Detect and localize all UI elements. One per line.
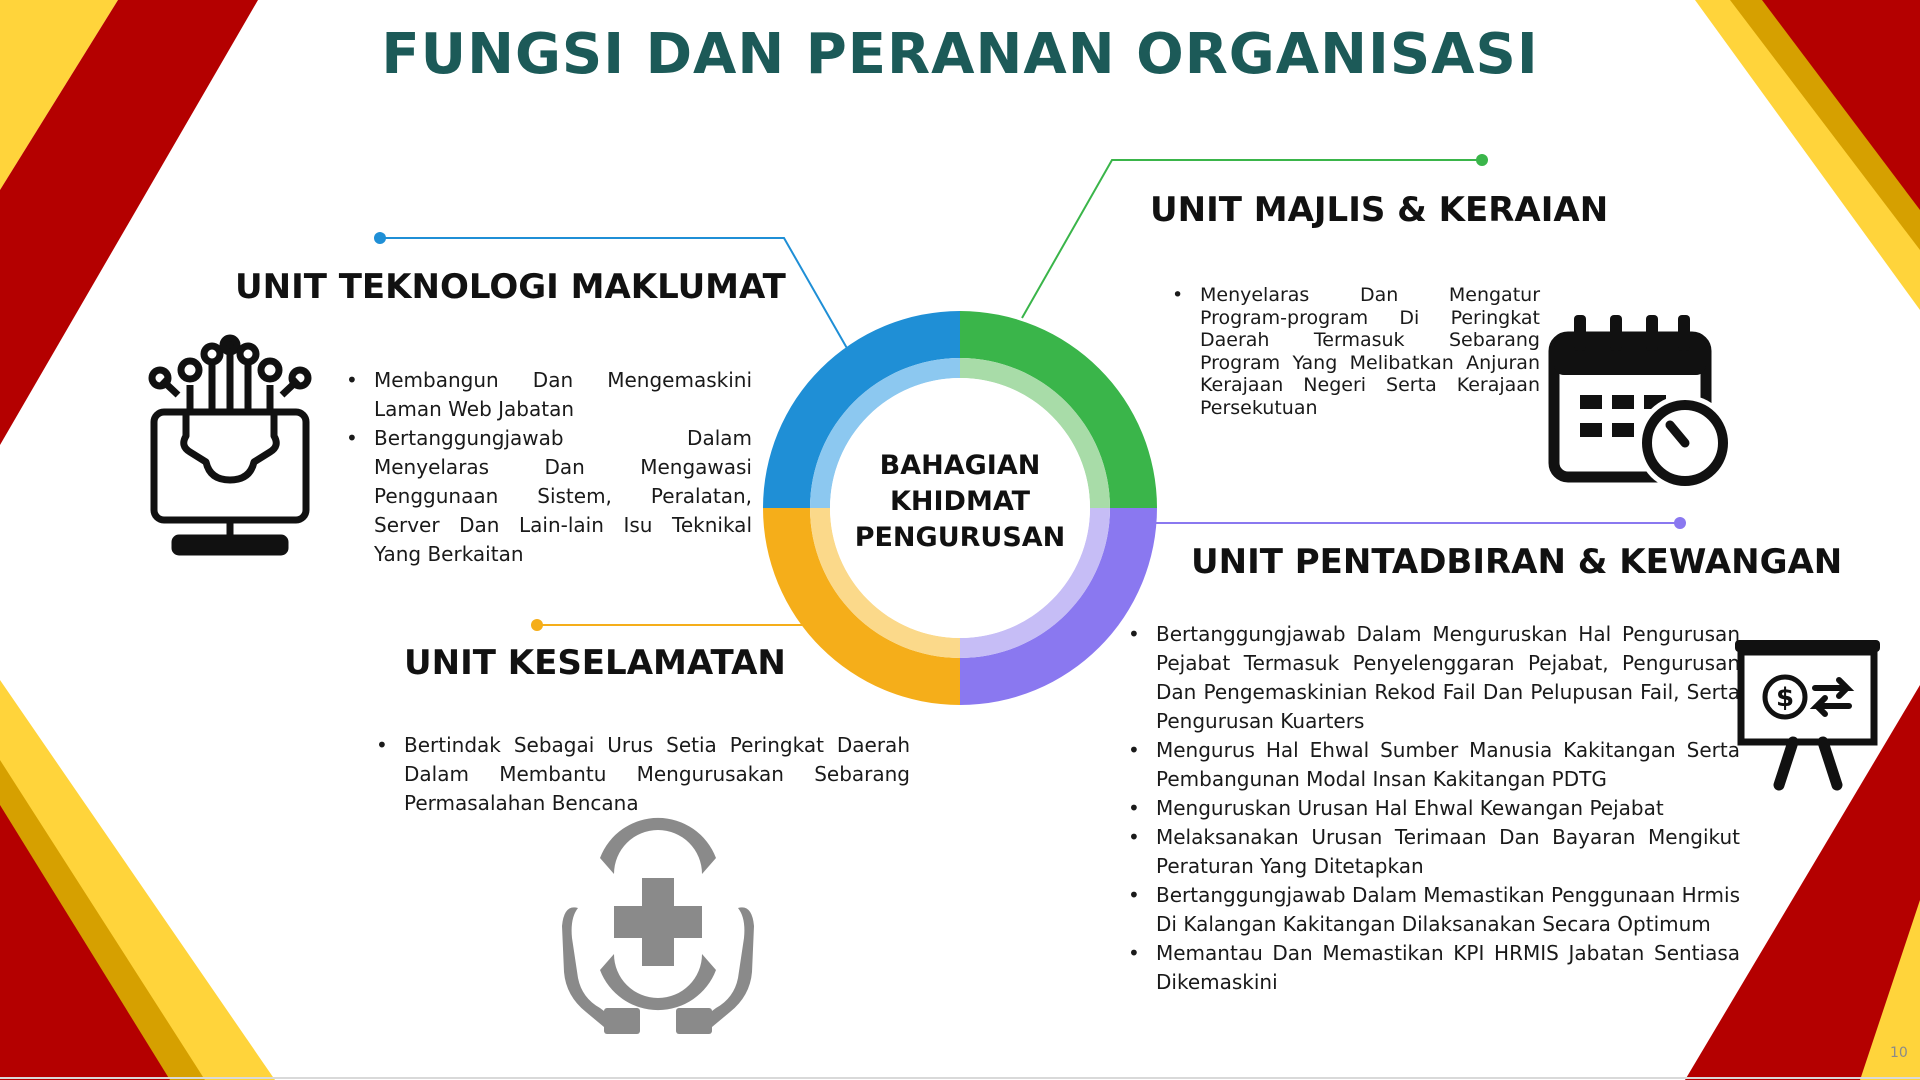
svg-text:$: $	[1775, 683, 1795, 713]
unit-it-bullets	[344, 366, 752, 569]
list-item: • Bertanggungjawab Dalam Memastikan Penggunaan Hrmis Di Kalangan Kakitangan Dilaksanakan Secara Optimum	[1156, 881, 1740, 939]
finance-presentation-board-icon	[1735, 640, 1880, 785]
unit-pentadbiran-bullets	[1126, 620, 1740, 997]
unit-keselamatan-heading: UNIT KESELAMATAN	[404, 643, 786, 683]
unit-keselamatan-bullets	[374, 731, 910, 818]
center-label-line: BAHAGIAN	[879, 450, 1041, 481]
list-item: • Menyelaras Dan Mengatur Program-program Di Peringkat Daerah Termasuk Sebarang Program Yang Melibatkan Anjuran Kerajaan Negeri Serta Kerajaan Persekutuan	[1200, 284, 1540, 419]
unit-majlis-bullets	[1170, 284, 1540, 419]
list-item: • Bertindak Sebagai Urus Setia Peringkat Daerah Dalam Membantu Mengurusakan Sebarang Permasalahan Bencana	[404, 731, 910, 818]
list-item: • Menguruskan Urusan Hal Ehwal Kewangan Pejabat	[1156, 794, 1740, 823]
calendar-clock-icon	[1554, 315, 1733, 491]
center-label-line: KHIDMAT	[889, 486, 1031, 517]
list-item: • Melaksanakan Urusan Terimaan Dan Bayaran Mengikut Peraturan Yang Ditetapkan	[1156, 823, 1740, 881]
list-item: • Bertanggungjawab Dalam Menyelaras Dan Mengawasi Penggunaan Sistem, Peralatan, Server Dan Lain-lain Isu Teknikal Yang Berkaitan	[374, 424, 752, 569]
unit-majlis-heading: UNIT MAJLIS & KERAIAN	[1150, 190, 1609, 230]
connector-it-dot	[374, 232, 386, 244]
connector-keselamatan-dot	[531, 619, 543, 631]
connector-pentadbiran-dot	[1674, 517, 1686, 529]
unit-it-heading: UNIT TEKNOLOGI MAKLUMAT	[235, 267, 786, 307]
slide-title: FUNGSI DAN PERANAN ORGANISASI	[381, 22, 1539, 87]
hands-medical-cross-icon	[562, 818, 754, 1034]
list-item: • Mengurus Hal Ehwal Sumber Manusia Kakitangan Serta Pembangunan Modal Insan Kakitangan PDTG	[1156, 736, 1740, 794]
list-item: • Memantau Dan Memastikan KPI HRMIS Jabatan Sentiasa Dikemaskini	[1156, 939, 1740, 997]
unit-pentadbiran-heading: UNIT PENTADBIRAN & KEWANGAN	[1191, 542, 1843, 582]
center-label-line: PENGURUSAN	[854, 522, 1066, 553]
center-label	[840, 448, 1080, 556]
connector-majlis-dot	[1476, 154, 1488, 166]
computer-chip-gear-icon	[152, 338, 308, 552]
list-item: • Membangun Dan Mengemaskini Laman Web Jabatan	[374, 366, 752, 424]
list-item: • Bertanggungjawab Dalam Menguruskan Hal Pengurusan Pejabat Termasuk Penyelenggaran Pejabat, Pengurusan Dan Pengemaskinian Rekod Fail Dan Pelupusan Fail, Serta Pengurusan Kuarters	[1156, 620, 1740, 736]
page-number: 10	[1890, 1045, 1908, 1061]
